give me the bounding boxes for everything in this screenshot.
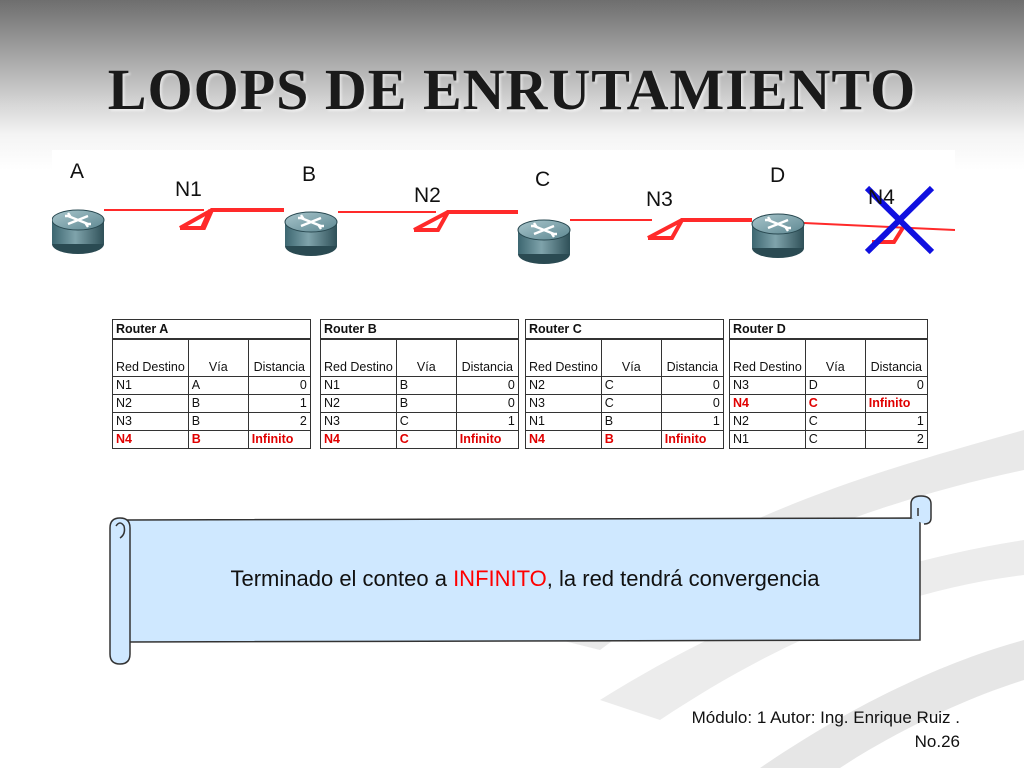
network-n4-label: N4 (868, 186, 895, 209)
message-text-highlight: INFINITO (453, 566, 547, 591)
cell-distancia: 0 (661, 377, 723, 395)
convergence-message (130, 566, 920, 592)
routing-table-a (112, 319, 311, 449)
footer-author: Módulo: 1 Autor: Ing. Enrique Ruiz . (691, 708, 960, 727)
cell-via: B (396, 395, 456, 413)
router-d-icon (752, 214, 804, 258)
router-c-icon (518, 220, 570, 264)
column-header-red: Red Destino (730, 339, 806, 377)
column-header-red: Red Destino (113, 339, 189, 377)
cell-distancia: 2 (248, 413, 310, 431)
cell-via: C (805, 413, 865, 431)
table-row (321, 431, 519, 449)
column-header-distancia: Distancia (865, 339, 927, 377)
router-b-label: B (302, 163, 317, 186)
table-title: Router A (113, 320, 311, 340)
cell-distancia: 0 (661, 395, 723, 413)
routing-table-d (729, 319, 928, 449)
cell-via: C (396, 413, 456, 431)
cell-red: N3 (730, 377, 806, 395)
table-title: Router C (526, 320, 724, 340)
message-text-after: , la red tendrá convergencia (546, 566, 820, 591)
cell-red: N1 (321, 377, 397, 395)
cell-red: N2 (526, 377, 602, 395)
cell-red: N3 (526, 395, 602, 413)
column-header-red: Red Destino (526, 339, 602, 377)
table-row (113, 413, 311, 431)
column-header-red: Red Destino (321, 339, 397, 377)
cell-distancia: Infinito (456, 431, 518, 449)
table-row (730, 377, 928, 395)
cell-red: N1 (113, 377, 189, 395)
table-row (526, 431, 724, 449)
column-header-distancia: Distancia (248, 339, 310, 377)
table-row (526, 413, 724, 431)
cell-distancia: 0 (248, 377, 310, 395)
cell-via: A (188, 377, 248, 395)
table-row (730, 413, 928, 431)
network-diagram (52, 150, 955, 298)
router-c-label: C (535, 168, 551, 191)
network-n1-label: N1 (175, 178, 202, 201)
cell-via: B (601, 431, 661, 449)
cell-distancia: 1 (248, 395, 310, 413)
table-row (321, 377, 519, 395)
column-header-distancia: Distancia (456, 339, 518, 377)
cell-distancia: 0 (456, 395, 518, 413)
cell-red: N4 (730, 395, 806, 413)
table-row (730, 431, 928, 449)
table-row (526, 377, 724, 395)
cell-via: D (805, 377, 865, 395)
cell-distancia: 1 (661, 413, 723, 431)
network-n3-label: N3 (646, 188, 673, 211)
cell-distancia: 0 (456, 377, 518, 395)
cell-distancia: 1 (456, 413, 518, 431)
link-n3 (570, 220, 752, 238)
cell-red: N2 (113, 395, 189, 413)
cell-red: N2 (730, 413, 806, 431)
routing-table-b (320, 319, 519, 449)
column-header-via: Vía (188, 339, 248, 377)
column-header-distancia: Distancia (661, 339, 723, 377)
cell-distancia: Infinito (248, 431, 310, 449)
cell-via: C (396, 431, 456, 449)
cell-via: B (396, 377, 456, 395)
message-text-before: Terminado el conteo a (230, 566, 454, 591)
cell-via: C (601, 377, 661, 395)
cell-via: B (188, 431, 248, 449)
cell-distancia: 2 (865, 431, 927, 449)
cell-red: N4 (526, 431, 602, 449)
column-header-via: Vía (396, 339, 456, 377)
link-n1 (104, 210, 284, 228)
table-row (321, 413, 519, 431)
table-row (113, 395, 311, 413)
router-a-icon (52, 210, 104, 254)
cell-red: N1 (730, 431, 806, 449)
table-row (113, 377, 311, 395)
cell-via: B (188, 395, 248, 413)
cell-distancia: 0 (865, 377, 927, 395)
slide-footer (692, 706, 960, 754)
cell-red: N2 (321, 395, 397, 413)
cell-distancia: Infinito (865, 395, 927, 413)
cell-via: C (805, 395, 865, 413)
footer-page-number: No.26 (914, 732, 960, 751)
routing-table-c (525, 319, 724, 449)
table-row (730, 395, 928, 413)
cell-via: B (601, 413, 661, 431)
table-row (526, 395, 724, 413)
network-n2-label: N2 (414, 184, 441, 207)
column-header-via: Vía (601, 339, 661, 377)
router-b-icon (285, 212, 337, 256)
cell-red: N3 (113, 413, 189, 431)
router-a-label: A (70, 160, 85, 183)
cell-distancia: 1 (865, 413, 927, 431)
cell-distancia: Infinito (661, 431, 723, 449)
link-n2 (338, 212, 518, 230)
table-row (321, 395, 519, 413)
cell-via: C (601, 395, 661, 413)
router-d-label: D (770, 164, 786, 187)
network-diagram-drawing (52, 150, 955, 298)
column-header-via: Vía (805, 339, 865, 377)
table-title: Router D (730, 320, 928, 340)
table-title: Router B (321, 320, 519, 340)
cell-via: B (188, 413, 248, 431)
cell-via: C (805, 431, 865, 449)
table-row (113, 431, 311, 449)
cell-red: N1 (526, 413, 602, 431)
cell-red: N4 (113, 431, 189, 449)
cell-red: N3 (321, 413, 397, 431)
slide-title: LOOPS DE ENRUTAMIENTO (107, 57, 917, 122)
cell-red: N4 (321, 431, 397, 449)
